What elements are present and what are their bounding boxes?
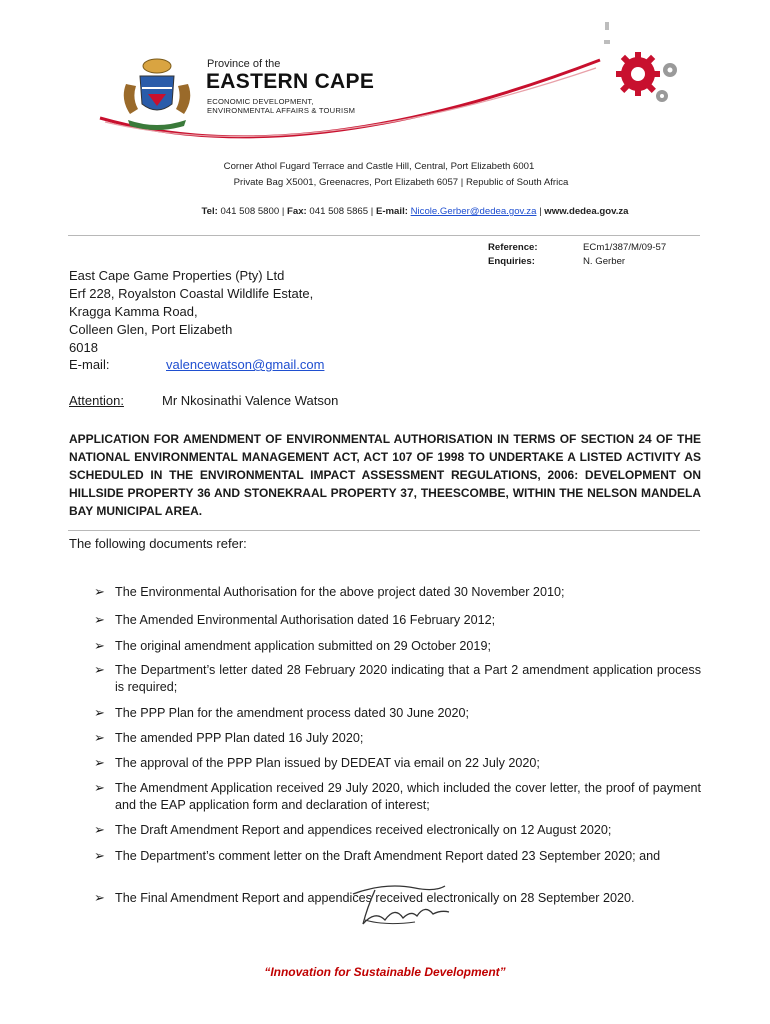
- arrow-bullet-icon: ➢: [94, 584, 105, 599]
- arrow-bullet-icon: ➢: [94, 755, 105, 770]
- subject-divider: [68, 530, 700, 531]
- address-line-2: Private Bag X5001, Greenacres, Port Elizabeth 6057 | Republic of South Africa: [233, 177, 569, 188]
- subject-heading: APPLICATION FOR AMENDMENT OF ENVIRONMENTAL AUTHORISATION IN TERMS OF SECTION 24 OF THE NATIONAL ENVIRONMENTAL MANAGEMENT ACT, ACT 107 OF 1998 TO UNDERTAKE A LISTED ACTIVITY AS SCHEDULED IN THE ENVIRONMENTAL IMPACT ASSESSMENT REGULATIONS, 2006: DEVELOPMENT ON HILLSIDE PROPERTY 36 AND STONEKRAAL PROPERTY 37, THEESCOMBE, WITHIN THE NELSON MANDELA BAY MUNICIPAL AREA.: [69, 432, 701, 518]
- list-item-text: The Environmental Authorisation for the above project dated 30 November 2010;: [115, 585, 565, 599]
- arrow-bullet-icon: ➢: [94, 638, 105, 653]
- attention-value: Mr Nkosinathi Valence Watson: [162, 393, 339, 408]
- province-of-label: Province of the: [207, 58, 281, 70]
- intro-text: The following documents refer:: [69, 536, 247, 551]
- tel-number: 041 508 5800: [220, 206, 280, 217]
- recipient-line: Erf 228, Royalston Coastal Wildlife Estate,: [69, 286, 314, 301]
- address-line-1: Corner Athol Fugard Terrace and Castle Hill, Central, Port Elizabeth 6001: [223, 161, 535, 172]
- recipient-email-label: E-mail:: [69, 357, 110, 372]
- separator: |: [536, 206, 545, 217]
- separator: |: [368, 206, 376, 217]
- list-item-text: The Draft Amendment Report and appendices received electronically on 12 August 2020;: [115, 823, 612, 837]
- fax-number: 041 508 5865: [309, 206, 369, 217]
- recipient-email-link[interactable]: valencewatson@gmail.com: [166, 357, 325, 372]
- recipient-line: East Cape Game Properties (Pty) Ltd: [69, 268, 285, 283]
- enquiries-value: N. Gerber: [583, 256, 626, 267]
- arrow-bullet-icon: ➢: [94, 730, 105, 745]
- enquiries-label: Enquiries:: [488, 256, 535, 267]
- tel-label: Tel:: [201, 206, 218, 217]
- sender-email-link[interactable]: Nicole.Gerber@dedea.gov.za: [410, 206, 537, 217]
- gears-logo: [600, 12, 695, 122]
- list-item-text: The Department’s comment letter on the Draft Amendment Report dated 23 September 2020; and: [115, 849, 661, 863]
- recipient-line: Colleen Glen, Port Elizabeth: [69, 322, 233, 337]
- list-item-text: The Amended Environmental Authorisation dated 16 February 2012;: [115, 613, 496, 627]
- recipient-line: 6018: [69, 340, 98, 355]
- contact-line: [105, 206, 725, 217]
- arrow-bullet-icon: ➢: [94, 848, 105, 863]
- department-name-line2: ENVIRONMENTAL AFFAIRS & TOURISM: [207, 106, 356, 115]
- recipient-address: [69, 267, 313, 357]
- department-name-line1: ECONOMIC DEVELOPMENT,: [207, 97, 314, 106]
- coat-of-arms-logo: [118, 54, 196, 134]
- reference-value: ECm1/387/M/09-57: [583, 242, 667, 253]
- list-item-text: The approval of the PPP Plan issued by DEDEAT via email on 22 July 2020;: [115, 756, 540, 770]
- arrow-bullet-icon: ➢: [94, 780, 105, 795]
- handwritten-signature: [345, 880, 455, 930]
- arrow-bullet-icon: ➢: [94, 612, 105, 627]
- arrow-bullet-icon: ➢: [94, 662, 105, 677]
- list-item-text: The original amendment application submitted on 29 October 2019;: [115, 639, 491, 653]
- list-item-text: The Amendment Application received 29 July 2020, which included the cover letter, the proof of payment and the EAP application form and declaration of interest;: [115, 781, 701, 812]
- email-label: E-mail:: [375, 206, 408, 217]
- reference-label: Reference:: [488, 242, 538, 253]
- footer-slogan: “Innovation for Sustainable Development”: [264, 965, 506, 979]
- arrow-bullet-icon: ➢: [94, 890, 105, 905]
- fax-label: Fax:: [287, 206, 307, 217]
- recipient-line: Kragga Kamma Road,: [69, 304, 198, 319]
- province-name: EASTERN CAPE: [206, 70, 375, 93]
- list-item-text: The amended PPP Plan dated 16 July 2020;: [115, 731, 364, 745]
- header-divider: [68, 235, 700, 236]
- arrow-bullet-icon: ➢: [94, 822, 105, 837]
- list-item-text: The Final Amendment Report and appendices received electronically on 28 September 2020.: [115, 891, 635, 905]
- website-link[interactable]: www.dedea.gov.za: [544, 206, 629, 217]
- separator: |: [279, 206, 288, 217]
- list-item-text: The Department’s letter dated 28 February 2020 indicating that a Part 2 amendment application process is required;: [115, 663, 701, 694]
- attention-label: Attention:: [69, 393, 124, 408]
- list-item-text: The PPP Plan for the amendment process dated 30 June 2020;: [115, 706, 470, 720]
- arrow-bullet-icon: ➢: [94, 705, 105, 720]
